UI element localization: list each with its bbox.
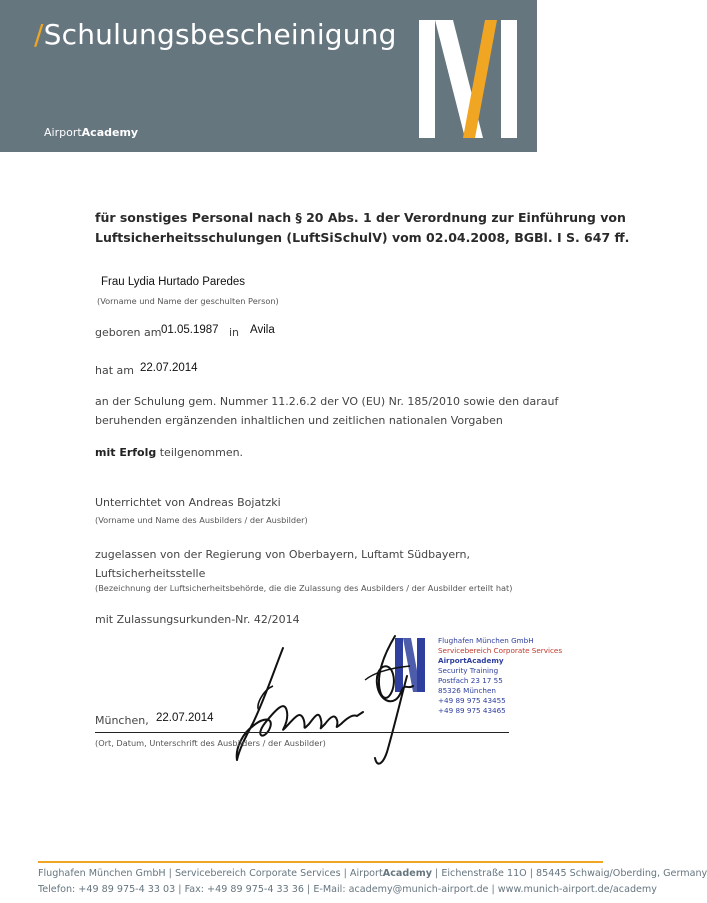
approval-authority: zugelassen von der Regierung von Oberbayern, Luftamt Südbayern, Luftsicherheitsstelle bbox=[95, 548, 470, 580]
training-result: mit Erfolg teilgenommen. bbox=[95, 446, 244, 459]
in-label: in bbox=[229, 326, 240, 339]
birth-date: 01.05.1987 bbox=[161, 324, 219, 336]
birth-place: Avila bbox=[250, 324, 275, 336]
trainee-name-caption: (Vorname und Name der geschulten Person) bbox=[97, 296, 279, 306]
signature-caption: (Ort, Datum, Unterschrift des Ausbilders / der Ausbilder) bbox=[95, 738, 326, 748]
training-date-label: hat am bbox=[95, 364, 134, 377]
signature-line bbox=[95, 732, 509, 733]
instructor-line: Unterrichtet von Andreas Bojatzki bbox=[95, 496, 281, 509]
certificate-number: mit Zulassungsurkunden-Nr. 42/2014 bbox=[95, 613, 300, 626]
footer-contact: Telefon: +49 89 975-4 33 03 | Fax: +49 89 975-4 33 36 | E-Mail: academy@munich-airport.de | www.munich-airport.de/academy bbox=[38, 884, 657, 895]
company-stamp: Flughafen München GmbH Servicebereich Corporate Services AirportAcademy Security Training Postfach 23 17 55 85326 München +49 89 975 43455 +49 89 975 43465 bbox=[438, 636, 563, 715]
instructor-signature bbox=[225, 628, 440, 773]
legal-basis-text: für sonstiges Personal nach § 20 Abs. 1 der Verordnung zur Einführung von Luftsicherheitsschulungen (LuftSiSchulV) vom 02.04.2008, BGBl. I S. 647 ff. bbox=[95, 210, 630, 245]
footer-address: Flughafen München GmbH | Servicebereich Corporate Services | AirportAcademy | Eichenstraße 11O | 85445 Schwaig/Oberding, Germany bbox=[38, 868, 707, 879]
training-date: 22.07.2014 bbox=[140, 362, 198, 374]
instructor-caption: (Vorname und Name des Ausbilders / der Ausbilder) bbox=[95, 515, 308, 525]
trainee-name: Frau Lydia Hurtado Paredes bbox=[101, 276, 246, 288]
header-banner bbox=[0, 0, 537, 152]
airport-academy-label: AirportAcademy bbox=[44, 126, 139, 139]
munich-airport-m-logo-icon bbox=[419, 20, 519, 138]
born-label: geboren am bbox=[95, 326, 162, 339]
signature-date: 22.07.2014 bbox=[156, 712, 214, 724]
training-description: an der Schulung gem. Nummer 11.2.6.2 der VO (EU) Nr. 185/2010 sowie den darauf beruhenden ergänzenden inhaltlichen und zeitlichen nationalen Vorgaben bbox=[95, 395, 559, 427]
document-title: /Schulungsbescheinigung bbox=[34, 18, 397, 51]
footer-divider bbox=[38, 861, 603, 863]
signature-place: München, bbox=[95, 714, 149, 727]
approval-caption: (Bezeichnung der Luftsicherheitsbehörde, die die Zulassung des Ausbilders / der Ausbilder erteilt hat) bbox=[95, 583, 513, 593]
